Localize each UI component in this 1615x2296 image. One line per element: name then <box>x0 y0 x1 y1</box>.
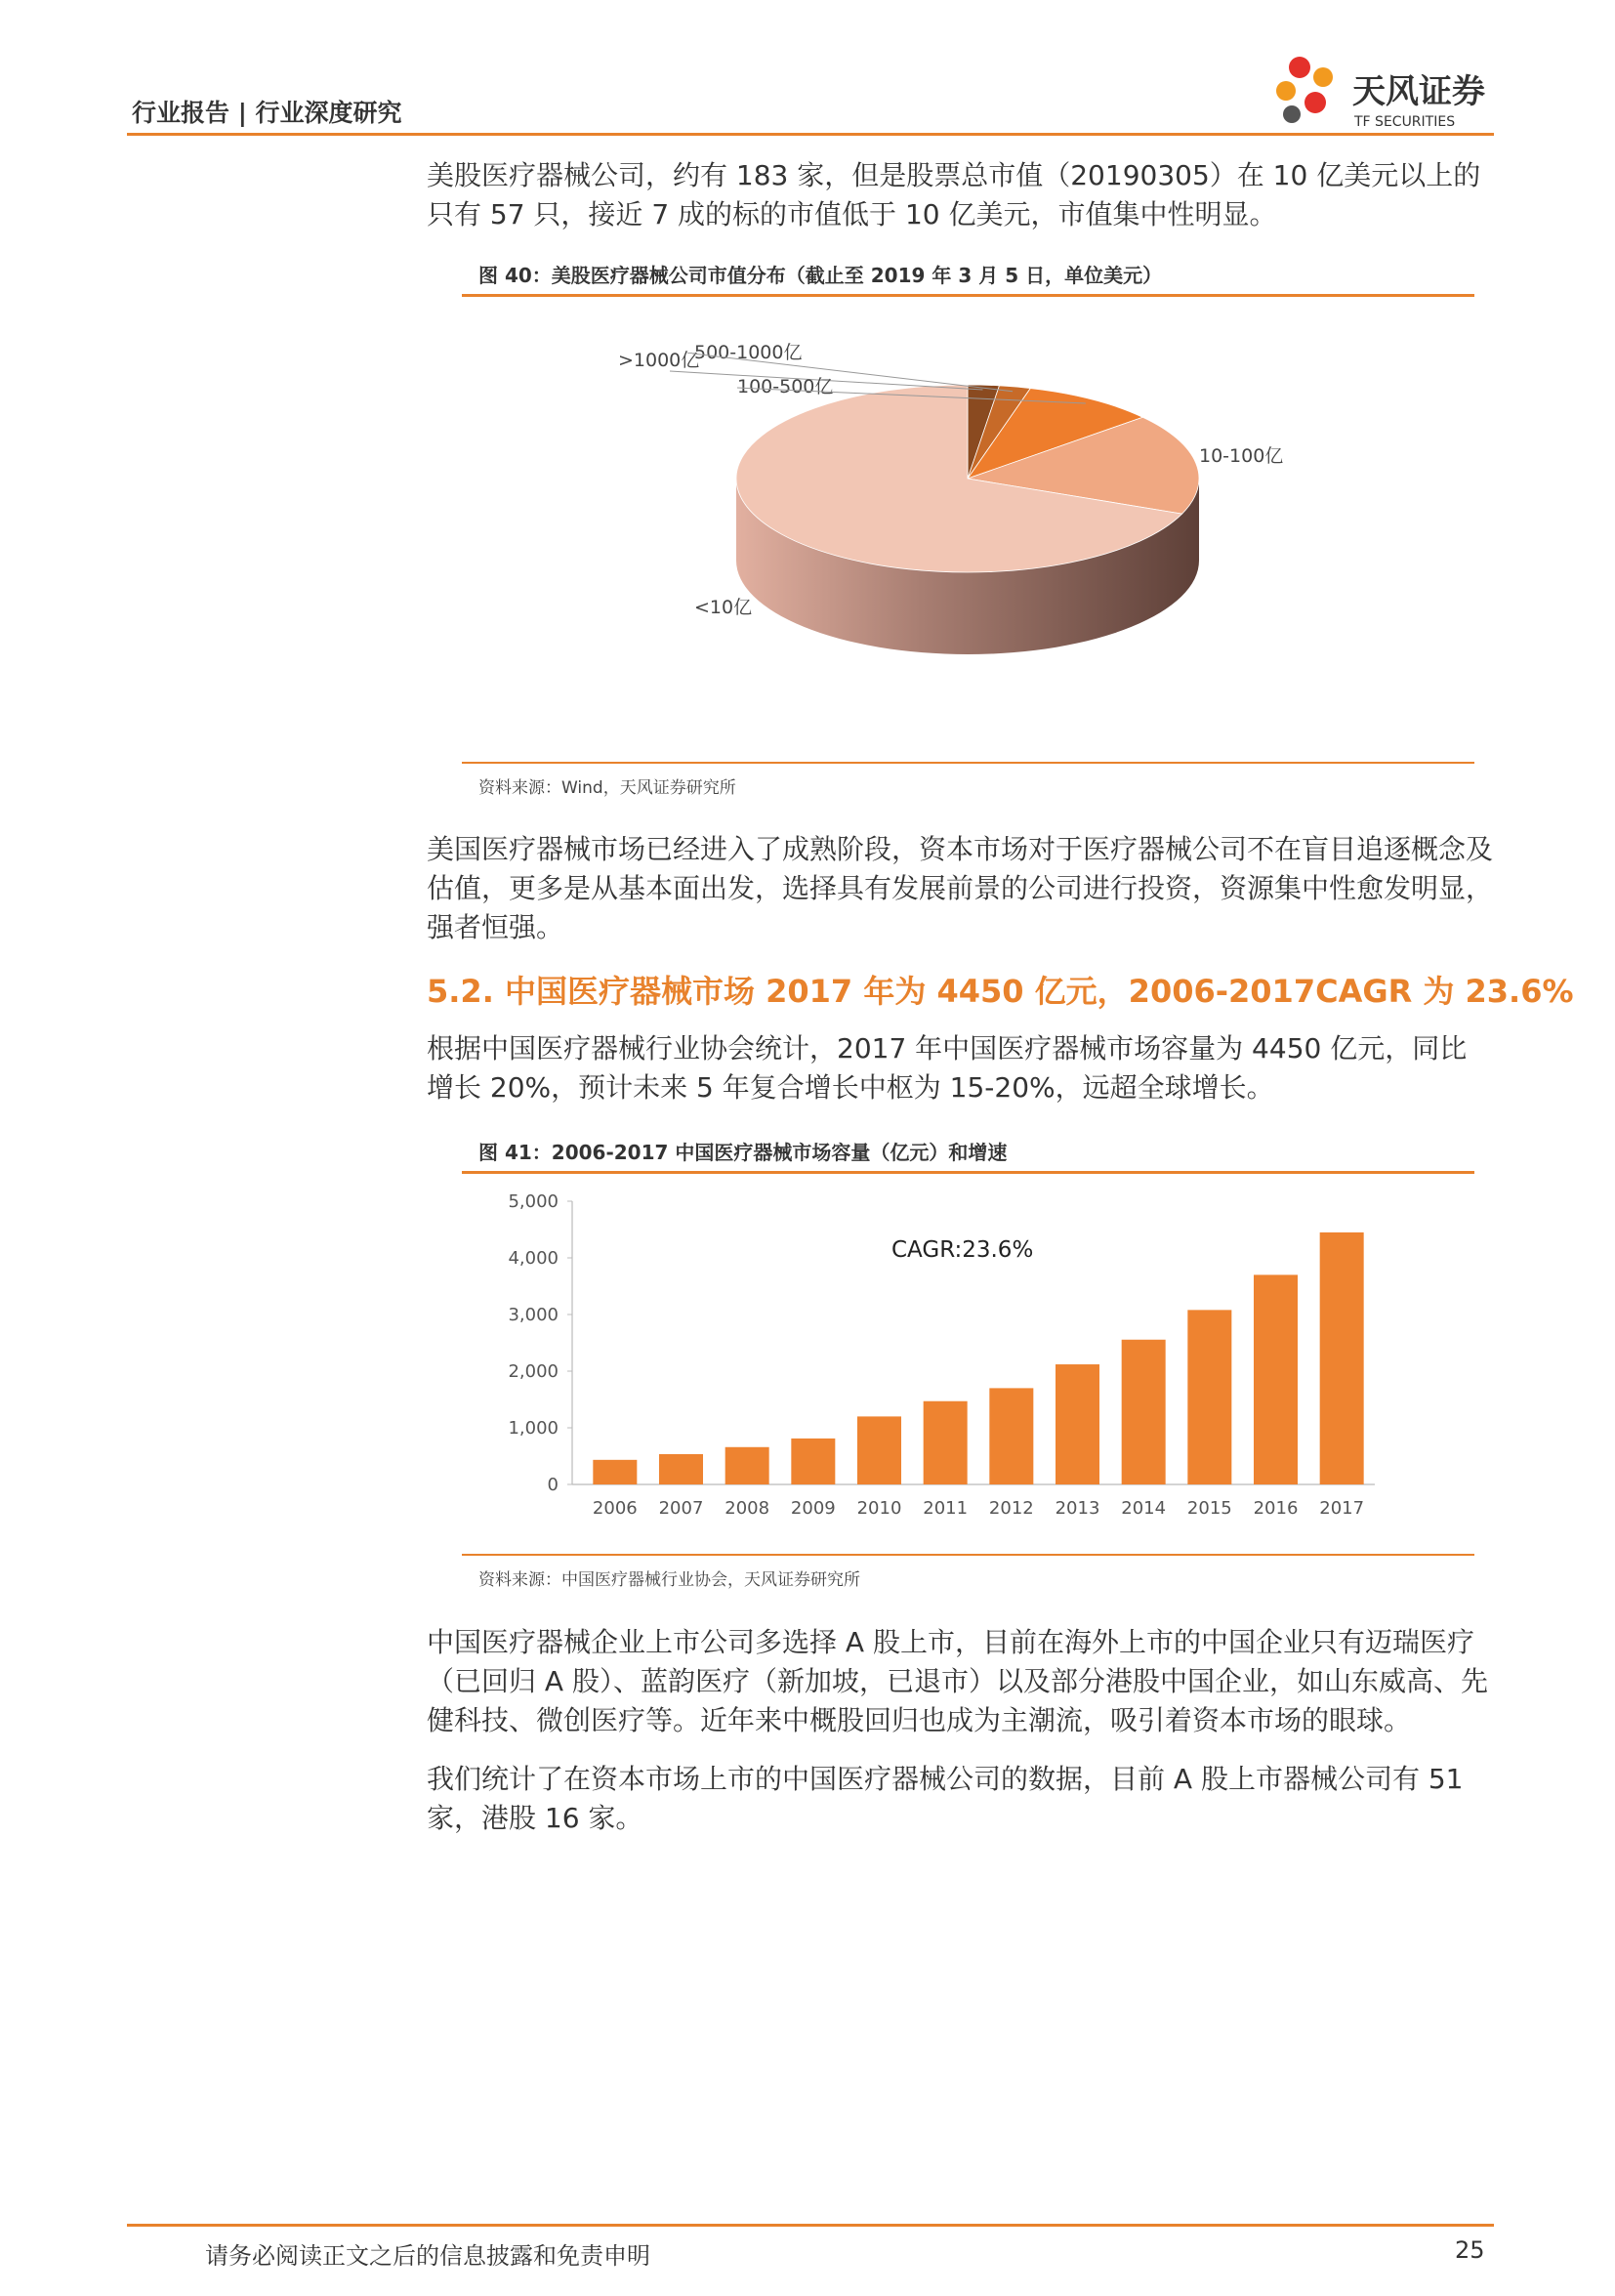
footer-disclaimer: 请务必阅读正文之后的信息披露和免责申明 <box>205 2242 650 2270</box>
market-size-bar-chart <box>462 1187 1474 1543</box>
x-tick-label: 2008 <box>725 1498 770 1519</box>
company-logo <box>1272 54 1507 137</box>
flower-logo-icon <box>1272 54 1507 137</box>
figure-41-title: 图 41：2006-2017 中国医疗器械市场容量（亿元）和增速 <box>478 1141 1008 1164</box>
section-heading: 5.2. 中国医疗器械市场 2017 年为 4450 亿元，2006-2017CAGR 为 23.6% <box>427 973 1574 1010</box>
x-tick-label: 2017 <box>1319 1498 1365 1519</box>
x-tick-label: 2007 <box>658 1498 704 1519</box>
paragraph-3: 根据中国医疗器械行业协会统计，2017 年中国医疗器械市场容量为 4450 亿元，同比增长 20%，预计未来 5 年复合增长中枢为 15-20%，远超全球增长。 <box>427 1032 1468 1104</box>
bar-2017 <box>1320 1232 1364 1484</box>
bar-2013 <box>1056 1364 1099 1484</box>
page-number: 25 <box>1455 2236 1485 2264</box>
figure-40-source: 资料来源：Wind，天风证券研究所 <box>478 778 736 798</box>
pie-label-1: >1000亿 <box>618 350 700 371</box>
x-tick-label: 2010 <box>856 1498 902 1519</box>
y-tick-label: 3,000 <box>508 1305 559 1325</box>
footer-divider <box>127 2224 1494 2227</box>
bar-2007 <box>659 1454 703 1484</box>
logo-subtext: TF SECURITIES <box>1354 114 1456 130</box>
x-tick-label: 2013 <box>1055 1498 1100 1519</box>
market-cap-pie-chart <box>462 322 1474 752</box>
y-tick-label: 0 <box>547 1475 559 1495</box>
bar-2011 <box>924 1401 968 1484</box>
paragraph-5: 我们统计了在资本市场上市的中国医疗器械公司的数据，目前 A 股上市器械公司有 51 家，港股 16 家。 <box>427 1763 1464 1834</box>
figure-41-bottom-rule <box>462 1554 1474 1556</box>
figure-41-top-rule <box>462 1171 1474 1174</box>
y-tick-label: 1,000 <box>508 1418 559 1439</box>
bar-2015 <box>1187 1310 1231 1484</box>
bar-2010 <box>857 1416 901 1484</box>
figure-40-title: 图 40：美股医疗器械公司市值分布（截止至 2019 年 3 月 5 日，单位美元） <box>478 264 1163 287</box>
x-tick-label: 2014 <box>1121 1498 1167 1519</box>
cagr-annotation: CAGR:23.6% <box>891 1237 1034 1263</box>
bar-2009 <box>791 1439 835 1484</box>
y-tick-label: 5,000 <box>508 1191 559 1212</box>
bar-2008 <box>725 1447 769 1484</box>
bar-2012 <box>989 1388 1033 1484</box>
paragraph-4: 中国医疗器械企业上市公司多选择 A 股上市，目前在海外上市的中国企业只有迈瑞医疗（已回归 A 股）、蓝韵医疗（新加坡，已退市）以及部分港股中国企业，如山东威高、先健科技、微创医疗等。近年来中概股回归也成为主潮流，吸引着资本市场的眼球。 <box>427 1626 1488 1736</box>
pie-label-5: <10亿 <box>694 597 753 618</box>
x-tick-label: 2006 <box>592 1498 638 1519</box>
pie-label-2: 500-1000亿 <box>694 342 803 363</box>
bar-2006 <box>593 1460 637 1484</box>
x-tick-label: 2016 <box>1253 1498 1299 1519</box>
bar-2016 <box>1254 1274 1298 1484</box>
header-divider <box>127 133 1494 136</box>
figure-40-top-rule <box>462 294 1474 297</box>
figure-41-source: 资料来源：中国医疗器械行业协会，天风证券研究所 <box>478 1570 860 1590</box>
x-tick-label: 2009 <box>790 1498 836 1519</box>
x-tick-label: 2012 <box>988 1498 1034 1519</box>
x-tick-label: 2011 <box>923 1498 969 1519</box>
x-tick-label: 2015 <box>1186 1498 1232 1519</box>
pie-label-4: 10-100亿 <box>1199 445 1284 467</box>
pie-label-3: 100-500亿 <box>737 376 834 397</box>
paragraph-1: 美股医疗器械公司，约有 183 家，但是股票总市值（20190305）在 10 亿美元以上的只有 57 只，接近 7 成的标的市值低于 10 亿美元，市值集中性明显。 <box>427 159 1481 230</box>
bar-2014 <box>1122 1340 1166 1484</box>
logo-text: 天风证券 <box>1352 72 1485 111</box>
header-title: 行业报告 | 行业深度研究 <box>132 99 402 127</box>
paragraph-2: 美国医疗器械市场已经进入了成熟阶段，资本市场对于医疗器械公司不在盲目追逐概念及估值，更多是从基本面出发，选择具有发展前景的公司进行投资，资源集中性愈发明显，强者恒强。 <box>427 833 1494 943</box>
y-tick-label: 4,000 <box>508 1248 559 1269</box>
y-tick-label: 2,000 <box>508 1361 559 1382</box>
figure-40-bottom-rule <box>462 762 1474 764</box>
